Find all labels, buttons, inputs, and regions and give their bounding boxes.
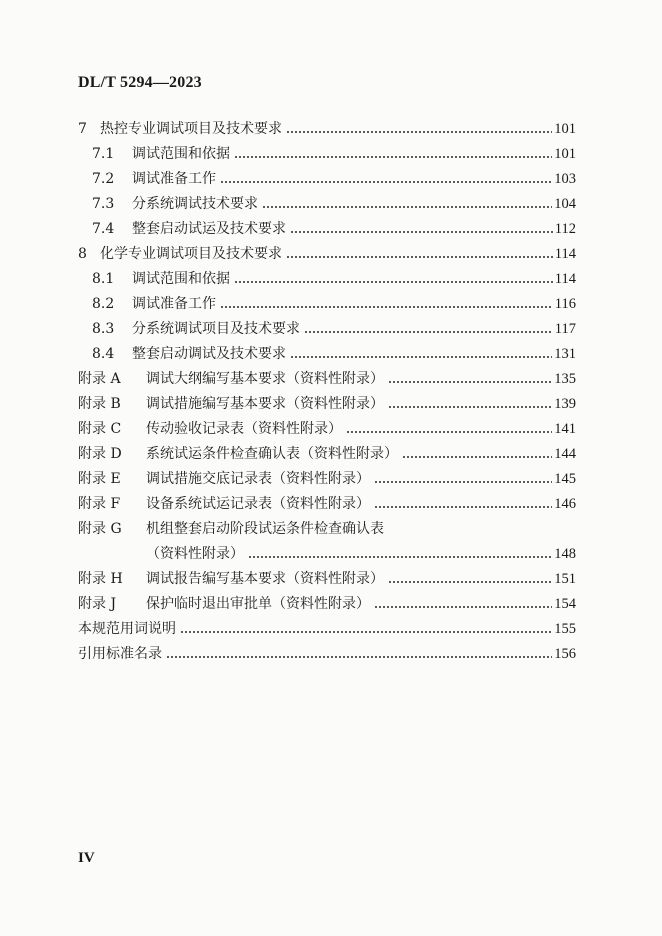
- toc-entry-page: 145: [554, 471, 576, 487]
- toc-entry-page: 117: [554, 321, 576, 337]
- dot-leader: [290, 230, 553, 234]
- toc-entry-number: 附录 E: [78, 471, 121, 487]
- toc-entry-number: 8: [78, 246, 87, 262]
- toc-entry-title: 设备系统试运记录表（资料性附录）: [146, 496, 370, 512]
- toc-entry[interactable]: [78, 564, 576, 589]
- dot-leader: [262, 205, 552, 209]
- toc-entry[interactable]: [78, 214, 576, 239]
- dot-leader: [220, 180, 552, 184]
- toc-entry-title: 整套启动调试及技术要求: [132, 346, 286, 362]
- toc-entry[interactable]: [78, 414, 576, 439]
- toc-entry-page: 141: [554, 421, 576, 437]
- toc-entry-title: 分系统调试项目及技术要求: [132, 321, 300, 337]
- page-number: IV: [78, 850, 95, 866]
- toc-entry-title: 本规范用词说明: [78, 621, 176, 637]
- toc-entry-title: 整套启动试运及技术要求: [132, 221, 286, 237]
- toc-entry-page: 148: [554, 546, 576, 562]
- toc-entry-title: 调试准备工作: [132, 296, 216, 312]
- toc-entry-page: 101: [554, 121, 576, 137]
- toc-entry-number: 附录 C: [78, 421, 122, 437]
- toc-entry-page: 101: [554, 146, 576, 162]
- toc-entry-title: 调试报告编写基本要求（资料性附录）: [146, 571, 384, 587]
- toc-entry[interactable]: [78, 289, 576, 314]
- toc-entry-page: 146: [554, 496, 576, 512]
- toc-entry-title: 系统试运条件检查确认表（资料性附录）: [146, 446, 398, 462]
- toc-entry-number: 附录 J: [78, 596, 117, 612]
- toc-entry-page: 103: [554, 171, 576, 187]
- toc-entry-page: 139: [554, 396, 576, 412]
- toc-entry[interactable]: [78, 639, 576, 664]
- dot-leader: [286, 255, 553, 259]
- dot-leader: [388, 405, 552, 409]
- toc-entry[interactable]: [78, 614, 576, 639]
- toc-entry[interactable]: [78, 339, 576, 364]
- toc-entry-number: 8.4: [92, 346, 115, 362]
- toc-entry[interactable]: [78, 164, 576, 189]
- dot-leader: [166, 655, 552, 659]
- toc-entry[interactable]: [78, 514, 576, 539]
- toc-entry[interactable]: [78, 439, 576, 464]
- toc-entry-number: 7.3: [92, 196, 115, 212]
- toc-entry-title: 调试范围和依据: [132, 146, 230, 162]
- toc-entry-title: 调试措施交底记录表（资料性附录）: [146, 471, 370, 487]
- toc-entry-page: 151: [554, 571, 576, 587]
- toc-entry-number: 附录 G: [78, 521, 122, 537]
- toc-entry-page: 114: [554, 271, 576, 287]
- toc-entry[interactable]: [78, 364, 576, 389]
- toc-entry-title: 分系统调试技术要求: [132, 196, 258, 212]
- toc-entry[interactable]: [78, 464, 576, 489]
- toc-entry-title: 调试大纲编写基本要求（资料性附录）: [146, 371, 384, 387]
- document-code: DL/T 5294—2023: [78, 74, 202, 91]
- dot-leader: [304, 330, 553, 334]
- dot-leader: [248, 555, 552, 559]
- toc-entry-number: 附录 D: [78, 446, 122, 462]
- toc-entry-page: 104: [554, 196, 576, 212]
- toc-entry-number: 附录 B: [78, 396, 121, 412]
- toc-entry-number: 附录 A: [78, 371, 121, 387]
- toc-entry[interactable]: [78, 489, 576, 514]
- toc-entry-page: 116: [554, 296, 576, 312]
- toc-entry-number: 7.2: [92, 171, 115, 187]
- toc-entry-page: 112: [554, 221, 576, 237]
- dot-leader: [374, 605, 552, 609]
- toc-entry[interactable]: [78, 389, 576, 414]
- toc-entry-number: 7: [78, 121, 87, 137]
- toc-entry-page: 156: [554, 646, 576, 662]
- toc-entry-number: 附录 H: [78, 571, 123, 587]
- toc-entry-title: 热控专业调试项目及技术要求: [100, 121, 282, 137]
- toc-entry-number: 8.2: [92, 296, 115, 312]
- dot-leader: [402, 455, 552, 459]
- dot-leader: [346, 430, 552, 434]
- dot-leader: [234, 280, 553, 284]
- toc-entry[interactable]: [78, 589, 576, 614]
- dot-leader: [234, 155, 552, 159]
- toc-entry-number: 7.4: [92, 221, 115, 237]
- toc-entry-page: 144: [554, 446, 576, 462]
- dot-leader: [286, 130, 552, 134]
- table-of-contents: [78, 114, 576, 664]
- dot-leader: [388, 580, 552, 584]
- toc-entry[interactable]: [78, 139, 576, 164]
- toc-entry-number: 7.1: [92, 146, 115, 162]
- dot-leader: [374, 480, 552, 484]
- dot-leader: [388, 380, 552, 384]
- toc-entry-title: 调试措施编写基本要求（资料性附录）: [146, 396, 384, 412]
- toc-entry[interactable]: [78, 189, 576, 214]
- toc-entry-page: 154: [554, 596, 576, 612]
- toc-entry-number: 附录 F: [78, 496, 121, 512]
- toc-entry[interactable]: [78, 239, 576, 264]
- dot-leader: [180, 630, 552, 634]
- toc-entry-title: 引用标准名录: [78, 646, 162, 662]
- toc-entry-title: 调试范围和依据: [132, 271, 230, 287]
- toc-entry[interactable]: [78, 114, 576, 139]
- toc-entry[interactable]: [78, 539, 576, 564]
- dot-leader: [220, 305, 553, 309]
- toc-entry-title: 机组整套启动阶段试运条件检查确认表: [146, 521, 384, 537]
- toc-entry-page: 114: [554, 246, 576, 262]
- toc-entry[interactable]: [78, 264, 576, 289]
- toc-entry-page: 131: [554, 346, 576, 362]
- toc-entry[interactable]: [78, 314, 576, 339]
- toc-entry-number: 8.1: [92, 271, 115, 287]
- dot-leader: [374, 505, 552, 509]
- toc-entry-title: 化学专业调试项目及技术要求: [100, 246, 282, 262]
- toc-entry-title: （资料性附录）: [146, 546, 244, 562]
- toc-entry-number: 8.3: [92, 321, 115, 337]
- toc-entry-title: 传动验收记录表（资料性附录）: [146, 421, 342, 437]
- toc-entry-page: 135: [554, 371, 576, 387]
- toc-entry-title: 调试准备工作: [132, 171, 216, 187]
- toc-entry-page: 155: [554, 621, 576, 637]
- toc-entry-title: 保护临时退出审批单（资料性附录）: [146, 596, 370, 612]
- dot-leader: [290, 355, 552, 359]
